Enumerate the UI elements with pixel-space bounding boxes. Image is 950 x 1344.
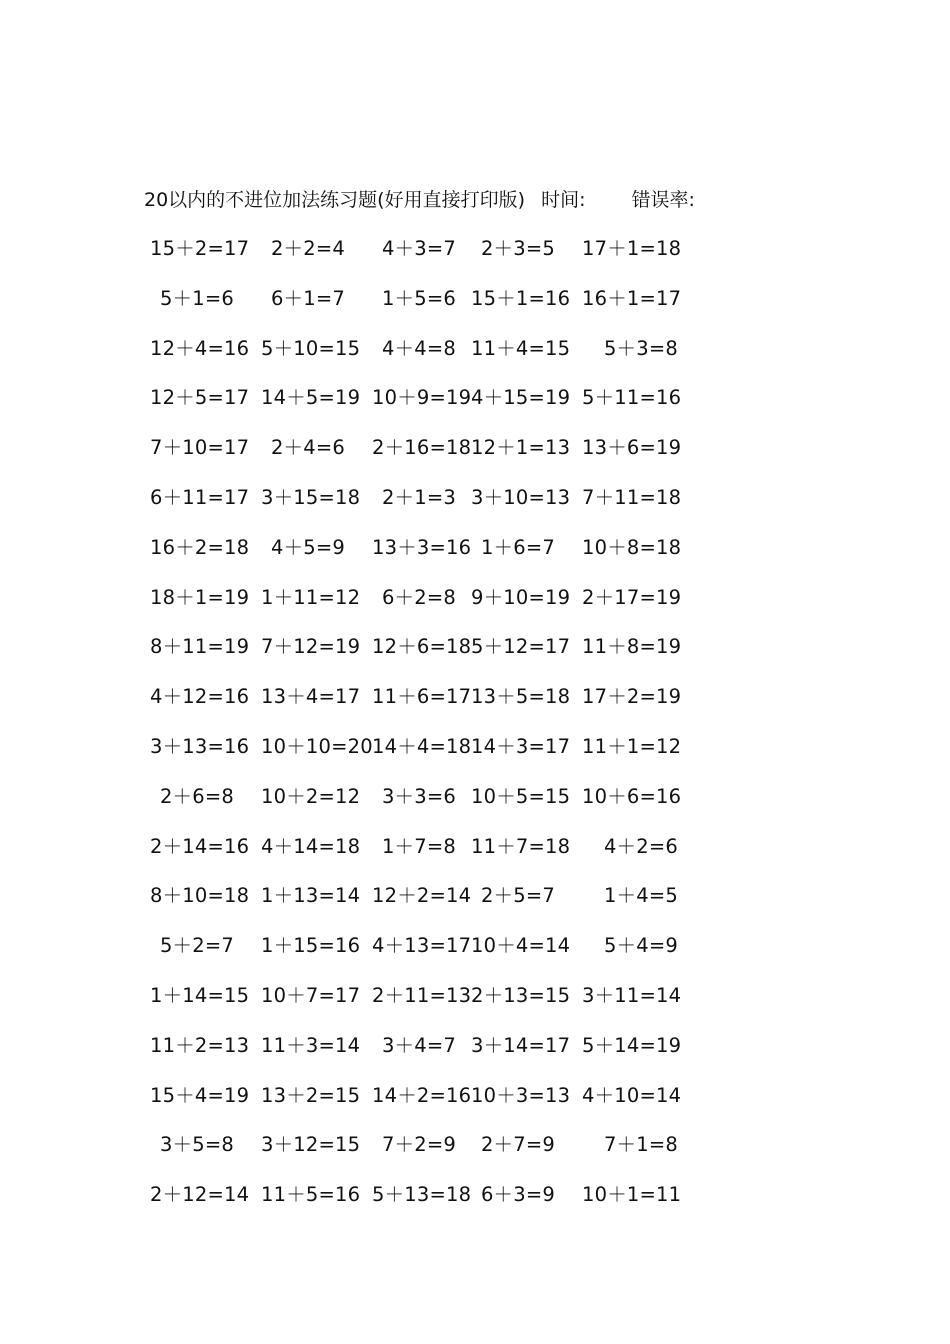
problem-r12-c2: 10＋2=12 <box>261 784 361 808</box>
problem-r15-c4: 10＋4=14 <box>471 934 571 958</box>
problem-r17-c3: 3＋4=7 <box>381 1033 456 1057</box>
problem-r13-c5: 4＋2=6 <box>603 834 678 858</box>
problem-r1-c2: 2＋2=4 <box>270 237 345 260</box>
problem-r20-c1: 2＋12=14 <box>150 1183 250 1207</box>
problem-r10-c1: 4＋12=16 <box>150 685 250 709</box>
problem-r3-c1: 12＋4=16 <box>150 336 250 360</box>
problem-r17-c1: 11＋2=13 <box>150 1033 250 1057</box>
problem-r5-c3: 2＋16=18 <box>372 436 472 460</box>
problem-r9-c3: 12＋6=18 <box>372 635 472 659</box>
problem-r11-c1: 3＋13=16 <box>150 735 250 758</box>
problem-r15-c3: 4＋13=17 <box>372 934 472 958</box>
problem-r6-c3: 2＋1=3 <box>381 486 456 509</box>
problem-r3-c5: 5＋3=8 <box>603 336 678 360</box>
problem-r6-c2: 3＋15=18 <box>261 486 361 509</box>
problem-r13-c2: 4＋14=18 <box>261 834 361 858</box>
problem-r10-c2: 13＋4=17 <box>261 685 361 709</box>
problem-r11-c2: 10＋10=20 <box>261 735 373 758</box>
problem-r10-c4: 13＋5=18 <box>471 685 571 709</box>
problem-r18-c4: 10＋3=13 <box>471 1083 571 1107</box>
problem-r11-c5: 11＋1=12 <box>582 735 682 758</box>
problem-r2-c2: 6＋1=7 <box>270 286 345 310</box>
problem-r7-c4: 1＋6=7 <box>480 535 555 559</box>
problem-r6-c1: 6＋11=17 <box>150 486 250 509</box>
error-rate-label: 错误率: <box>631 189 695 211</box>
problem-r1-c1: 15＋2=17 <box>150 237 250 260</box>
problem-r15-c5: 5＋4=9 <box>603 934 678 958</box>
problem-r17-c4: 3＋14=17 <box>471 1033 571 1057</box>
problem-r18-c5: 4＋10=14 <box>582 1083 682 1107</box>
problem-r16-c2: 10＋7=17 <box>261 984 361 1007</box>
problem-r8-c2: 1＋11=12 <box>261 585 361 609</box>
problem-r16-c5: 3＋11=14 <box>582 984 682 1007</box>
problem-r16-c4: 2＋13=15 <box>471 984 571 1007</box>
problem-r8-c3: 6＋2=8 <box>381 585 456 609</box>
problem-r6-c4: 3＋10=13 <box>471 486 571 509</box>
problem-r19-c3: 7＋2=9 <box>381 1133 456 1157</box>
problem-r8-c5: 2＋17=19 <box>582 585 682 609</box>
problem-r19-c1: 3＋5=8 <box>159 1133 234 1157</box>
problem-r3-c3: 4＋4=8 <box>381 336 456 360</box>
problem-r8-c4: 9＋10=19 <box>471 585 571 609</box>
problem-r10-c3: 11＋6=17 <box>372 685 472 709</box>
problem-r11-c3: 14＋4=18 <box>372 735 472 758</box>
problem-r4-c2: 14＋5=19 <box>261 386 361 410</box>
problem-r2-c1: 5＋1=6 <box>159 286 234 310</box>
problem-r15-c2: 1＋15=16 <box>261 934 361 958</box>
problem-r2-c4: 15＋1=16 <box>471 286 571 310</box>
problem-r9-c1: 8＋11=19 <box>150 635 250 659</box>
problem-r20-c4: 6＋3=9 <box>480 1183 555 1207</box>
problem-r11-c4: 14＋3=17 <box>471 735 571 758</box>
problem-r7-c3: 13＋3=16 <box>372 535 472 559</box>
problem-r5-c4: 12＋1=13 <box>471 436 571 460</box>
problem-r15-c1: 5＋2=7 <box>159 934 234 958</box>
problem-r2-c5: 16＋1=17 <box>582 286 682 310</box>
problem-r3-c4: 11＋4=15 <box>471 336 571 360</box>
problem-r17-c5: 5＋14=19 <box>582 1033 682 1057</box>
problem-r5-c2: 2＋4=6 <box>270 436 345 460</box>
problem-r3-c2: 5＋10=15 <box>261 336 361 360</box>
problem-r19-c2: 3＋12=15 <box>261 1133 361 1157</box>
problem-r12-c3: 3＋3=6 <box>381 784 456 808</box>
problem-r14-c5: 1＋4=5 <box>603 884 678 908</box>
problem-r16-c3: 2＋11=13 <box>372 984 472 1007</box>
problem-r4-c1: 12＋5=17 <box>150 386 250 410</box>
worksheet-header <box>144 186 695 214</box>
problem-r14-c3: 12＋2=14 <box>372 884 472 908</box>
problem-r13-c4: 11＋7=18 <box>471 834 571 858</box>
problem-r13-c1: 2＋14=16 <box>150 834 250 858</box>
problem-r9-c2: 7＋12=19 <box>261 635 361 659</box>
worksheet-title: 20以内的不进位加法练习题(好用直接打印版) <box>144 189 526 211</box>
problem-r14-c1: 8＋10=18 <box>150 884 250 908</box>
problem-r5-c5: 13＋6=19 <box>582 436 682 460</box>
problem-r19-c4: 2＋7=9 <box>480 1133 555 1157</box>
problem-r18-c2: 13＋2=15 <box>261 1083 361 1107</box>
problem-r4-c3: 10＋9=19 <box>372 386 472 410</box>
problem-r1-c3: 4＋3=7 <box>381 237 456 260</box>
problem-r9-c5: 11＋8=19 <box>582 635 682 659</box>
problem-r18-c1: 15＋4=19 <box>150 1083 250 1107</box>
problem-r7-c2: 4＋5=9 <box>270 535 345 559</box>
problem-r7-c1: 16＋2=18 <box>150 535 250 559</box>
problem-r12-c1: 2＋6=8 <box>159 784 234 808</box>
problem-r4-c4: 4＋15=19 <box>471 386 571 410</box>
problem-r14-c2: 1＋13=14 <box>261 884 361 908</box>
problem-r13-c3: 1＋7=8 <box>381 834 456 858</box>
problem-r9-c4: 5＋12=17 <box>471 635 571 659</box>
problem-r12-c4: 10＋5=15 <box>471 784 571 808</box>
problem-r10-c5: 17＋2=19 <box>582 685 682 709</box>
problem-r1-c4: 2＋3=5 <box>480 237 555 260</box>
problem-r20-c2: 11＋5=16 <box>261 1183 361 1207</box>
problem-r1-c5: 17＋1=18 <box>582 237 682 260</box>
problem-r18-c3: 14＋2=16 <box>372 1083 472 1107</box>
problem-r17-c2: 11＋3=14 <box>261 1033 361 1057</box>
problem-r5-c1: 7＋10=17 <box>150 436 250 460</box>
problem-r20-c3: 5＋13=18 <box>372 1183 472 1207</box>
problem-r20-c5: 10＋1=11 <box>582 1183 682 1207</box>
problem-r2-c3: 1＋5=6 <box>381 286 456 310</box>
problem-r19-c5: 7＋1=8 <box>603 1133 678 1157</box>
problem-r14-c4: 2＋5=7 <box>480 884 555 908</box>
time-label: 时间: <box>541 189 586 211</box>
problem-r8-c1: 18＋1=19 <box>150 585 250 609</box>
problem-r6-c5: 7＋11=18 <box>582 486 682 509</box>
problem-r4-c5: 5＋11=16 <box>582 386 682 410</box>
problem-r16-c1: 1＋14=15 <box>150 984 250 1007</box>
problem-r7-c5: 10＋8=18 <box>582 535 682 559</box>
problem-r12-c5: 10＋6=16 <box>582 784 682 808</box>
